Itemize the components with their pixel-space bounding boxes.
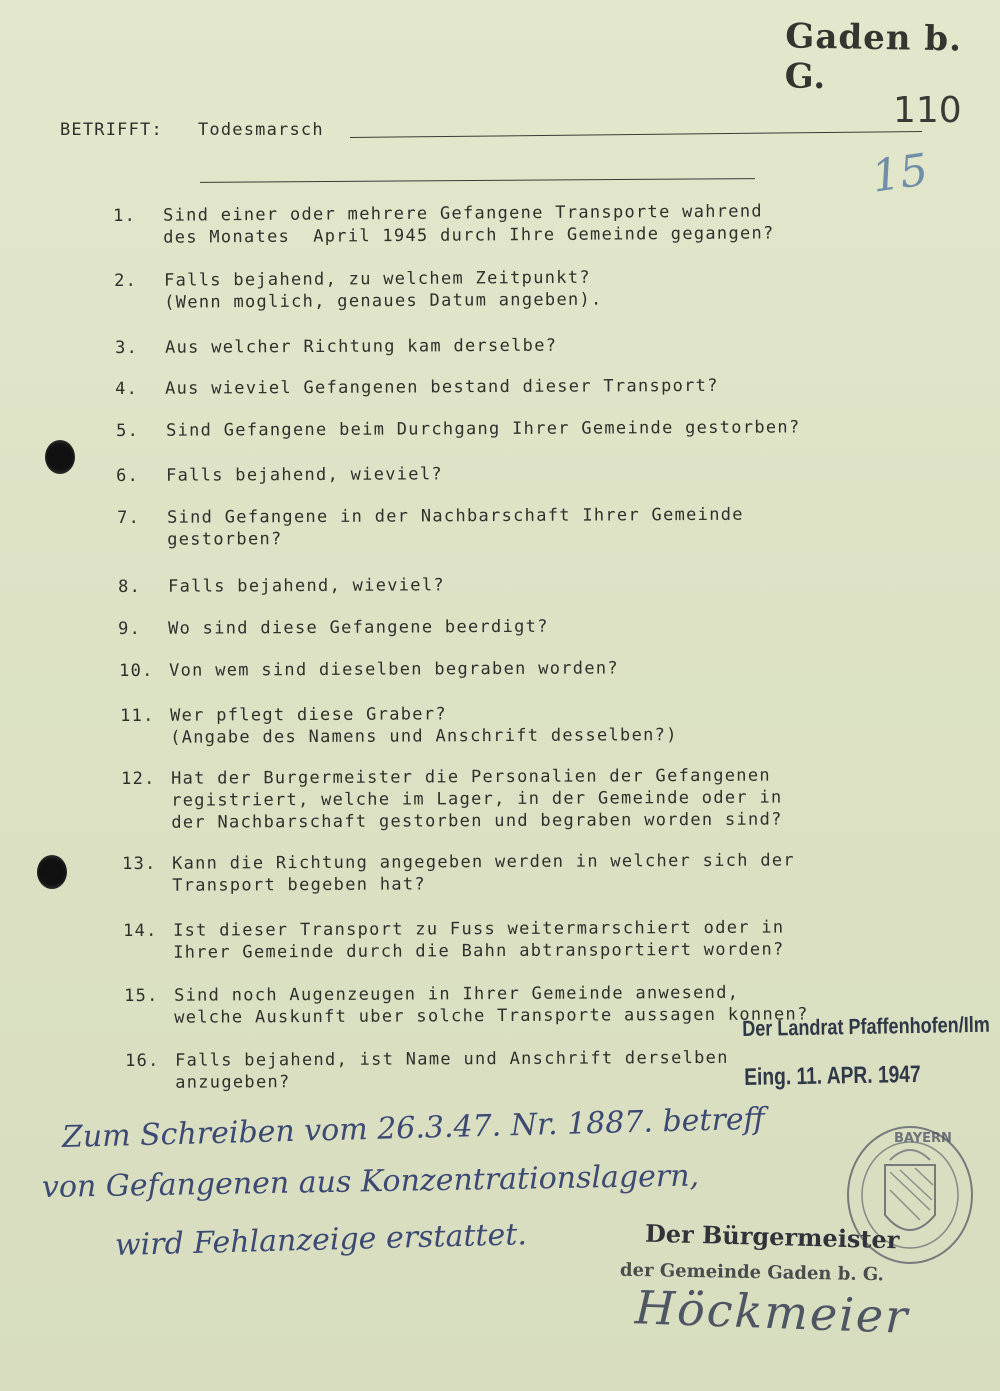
town-stamp: Gaden b. G. <box>784 16 963 98</box>
question-11 <box>120 701 880 749</box>
punch-hole-top <box>45 440 75 474</box>
question-number: 10. <box>119 660 154 681</box>
question-text-line: Falls bejahend, zu welchem Zeitpunkt? <box>164 267 591 291</box>
question-number: 1. <box>113 205 137 226</box>
question-8 <box>118 572 878 598</box>
subject-label: BETRIFFT: <box>60 120 163 140</box>
question-number: 8. <box>118 576 142 597</box>
question-number: 3. <box>115 337 139 358</box>
question-text-line: Aus welcher Richtung kam derselbe? <box>165 335 558 358</box>
question-text-line: Falls bejahend, wieviel? <box>166 464 443 486</box>
question-text-line: Kann die Richtung angegeben werden in welcher sich der <box>172 850 795 874</box>
question-number: 5. <box>116 420 140 441</box>
receipt-stamp-date: Eing. 11. APR. 1947 <box>744 1060 921 1091</box>
handwritten-note-line-1: Zum Schreiben vom 26.3.47. Nr. 1887. betreff <box>61 1101 766 1155</box>
question-number: 9. <box>118 618 142 639</box>
receipt-stamp-office: Der Landrat Pfaffenhofen/Ilm <box>742 1011 990 1041</box>
question-1 <box>113 200 873 249</box>
question-number: 15. <box>124 985 159 1006</box>
question-text-line: Sind Gefangene beim Durchgang Ihrer Gemeinde gestorben? <box>166 417 801 441</box>
question-text-line: Wer pflegt diese Graber? <box>170 704 447 726</box>
question-5 <box>116 416 876 442</box>
question-text-line: Hat der Burgermeister die Personalien der Gefangenen <box>171 765 771 789</box>
question-number: 6. <box>116 465 140 486</box>
question-text-line: (Angabe des Namens und Anschrift desselben?) <box>170 725 678 748</box>
question-4 <box>115 374 875 400</box>
question-text-line: Ist dieser Transport zu Fuss weitermarschiert oder in <box>173 917 785 941</box>
subject-underline <box>350 131 922 138</box>
question-text-line: des Monates April 1945 durch Ihre Gemeinde gegangen? <box>163 223 775 248</box>
question-text-line: Von wem sind dieselben begraben worden? <box>169 658 619 681</box>
question-text-line: registriert, welche im Lager, in der Gemeinde oder in <box>171 787 783 811</box>
question-number: 16. <box>125 1050 160 1071</box>
handwritten-number: 15 <box>868 144 932 203</box>
question-number: 11. <box>120 705 155 726</box>
question-10 <box>119 656 879 682</box>
question-number: 2. <box>114 270 138 291</box>
question-9 <box>118 614 878 640</box>
question-text-line: Sind einer oder mehrere Gefangene Transporte wahrend <box>163 201 763 226</box>
question-number: 12. <box>121 768 156 789</box>
question-6 <box>116 461 876 487</box>
question-7 <box>117 503 877 551</box>
question-text-line: der Nachbarschaft gestorben und begraben worden sind? <box>171 809 783 833</box>
mayor-signature: Höckmeier <box>634 1280 911 1344</box>
question-text-line: Wo sind diese Gefangene beerdigt? <box>168 616 549 639</box>
question-text-line: Falls bejahend, ist Name und Anschrift derselben <box>175 1047 729 1071</box>
question-text-line: Transport begeben hat? <box>172 874 427 896</box>
signature-municipality: der Gemeinde Gaden b. G. <box>619 1259 885 1286</box>
question-number: 14. <box>123 920 158 941</box>
question-13 <box>122 849 882 897</box>
question-text-line: Ihrer Gemeinde durch die Bahn abtransportiert worden? <box>173 939 785 963</box>
question-text-line: Sind Gefangene in der Nachbarschaft Ihrer Gemeinde <box>167 504 744 528</box>
question-number: 13. <box>122 853 157 874</box>
question-text-line: gestorben? <box>167 529 283 550</box>
question-text-line: Sind noch Augenzeugen in Ihrer Gemeinde anwesend, <box>174 982 740 1006</box>
question-12 <box>121 764 881 834</box>
handwritten-note-line-3: wird Fehlanzeige erstattet. <box>114 1217 528 1263</box>
question-text-line: Falls bejahend, wieviel? <box>168 575 445 597</box>
seal-text: BAYERN <box>894 1131 952 1146</box>
page-number: 110 <box>893 90 962 131</box>
subject-value: Todesmarsch <box>198 120 324 140</box>
question-text-line: welche Auskunft uber solche Transporte aussagen konnen? <box>174 1004 809 1028</box>
question-2 <box>114 265 874 314</box>
handwritten-note-line-2: von Gefangenen aus Konzentrationslagern, <box>41 1158 700 1205</box>
question-number: 4. <box>115 378 139 399</box>
subject-underline-second <box>200 178 755 183</box>
signature-title: Der Bürgermeister <box>644 1218 900 1255</box>
question-text-line: (Wenn moglich, genaues Datum angeben). <box>164 289 603 313</box>
question-text-line: Aus wieviel Gefangenen bestand dieser Transport? <box>165 375 719 399</box>
punch-hole-bottom <box>37 855 67 889</box>
question-text-line: anzugeben? <box>175 1072 291 1093</box>
question-number: 7. <box>117 507 141 528</box>
question-14 <box>123 916 883 964</box>
question-3 <box>115 333 875 359</box>
